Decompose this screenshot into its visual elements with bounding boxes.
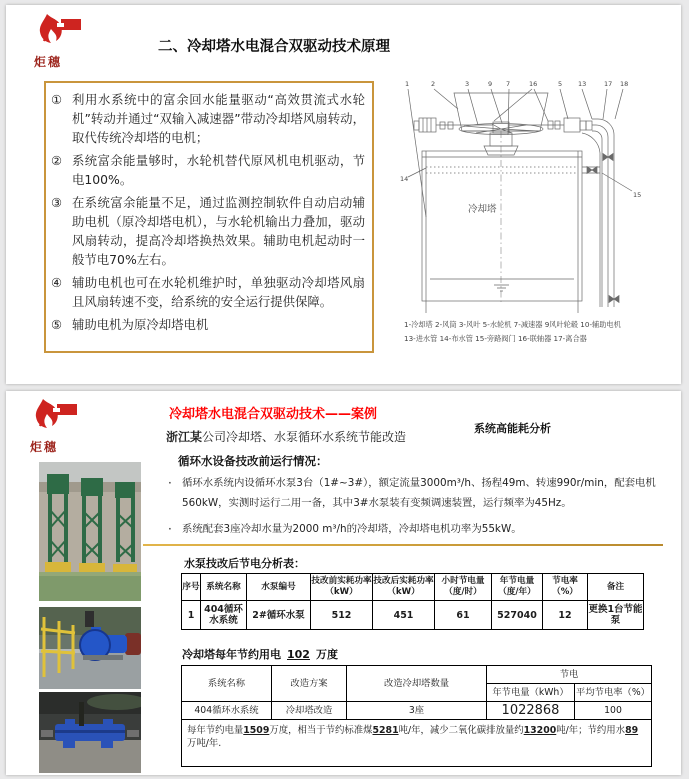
photo-coupling-unit — [39, 692, 141, 773]
cell: 404循环水系统 — [201, 601, 247, 630]
part-number: 3 — [465, 80, 470, 88]
cell: 527040 — [492, 601, 543, 630]
slide-1 — [6, 5, 681, 384]
header-cell: 系统名称 — [201, 574, 247, 601]
logo-text: 炬穗 — [30, 440, 59, 454]
part-number: 13 — [578, 80, 587, 88]
bullet-text: 循环水系统内设循环水泵3台（1#~3#），额定流量3000m³/h、扬程49m、转速990r/min，配套电机560kW，实测时运行二用一备，其中3#水泵装有变频调速装置，运行频率为45Hz。 — [182, 477, 656, 509]
cell: 61 — [435, 601, 492, 630]
header-cell: 年节电量（度/年） — [492, 574, 543, 601]
part-number: 1 — [405, 80, 410, 88]
flame-logo-icon — [34, 13, 86, 49]
slide1-title: 二、冷却塔水电混合双驱动技术原理 — [158, 39, 390, 55]
header-cell: 平均节电率（%） — [575, 684, 652, 702]
flame-logo-icon — [30, 398, 82, 434]
bullet-text: 系统配套3座冷却水量为2000 m³/h的冷却塔，冷却塔电机功率为55kW。 — [182, 523, 522, 535]
photo-water-turbine-pump — [39, 607, 141, 689]
note-value: 102 — [287, 648, 310, 661]
note-suffix: 万度 — [315, 648, 338, 661]
item-text: 辅助电机也可在水轮机维护时，单独驱动冷却塔风扇且风扇转速不变，给系统的安全运行提供保障。 — [72, 275, 365, 309]
cooling-tower-diagram — [396, 69, 668, 351]
header-cell: 序号 — [182, 574, 201, 601]
item-text: 辅助电机为原冷却塔电机 — [72, 317, 209, 332]
table-row — [182, 601, 644, 630]
part-number: 18 — [620, 80, 629, 88]
cell: 451 — [373, 601, 435, 630]
company-logo — [30, 398, 94, 455]
header-cell: 改造方案 — [272, 666, 347, 702]
pump-savings-table — [181, 573, 644, 630]
header-cell: 水泵编号 — [247, 574, 311, 601]
table-header-row — [182, 666, 652, 684]
cell: 冷却塔改造 — [272, 702, 347, 720]
bullet-item — [168, 519, 666, 539]
cell: 1022868 — [487, 702, 575, 720]
header-cell: 年节电量（kWh） — [487, 684, 575, 702]
item-marker: ⑤ — [51, 317, 63, 332]
company-name: 浙江某 — [166, 430, 203, 444]
list-item — [51, 315, 365, 334]
item-marker: ① — [51, 92, 63, 107]
list-item — [51, 90, 365, 147]
header-cell: 技改前实耗功率（kW） — [311, 574, 373, 601]
header-cell: 节电率（%） — [543, 574, 588, 601]
bullet-marker: · — [168, 476, 172, 490]
footer-text: 万吨/年. — [187, 738, 222, 749]
part-number: 16 — [529, 80, 538, 88]
list-item — [51, 273, 365, 311]
table1-caption: 水泵技改后节电分析表： — [184, 557, 305, 570]
footer-value: 13200 — [523, 725, 557, 736]
company-logo — [34, 13, 98, 70]
part-number: 2 — [431, 80, 436, 88]
footer-value: 1509 — [243, 725, 270, 736]
header-cell: 节电 — [487, 666, 652, 684]
principle-list-box — [44, 81, 374, 353]
table-row — [182, 702, 652, 720]
footer-text: 吨/年，减少二氧化碳排放量约 — [398, 725, 524, 736]
project-subtitle — [166, 428, 406, 445]
bullet-marker: · — [168, 522, 172, 536]
note-prefix: 冷却塔每年节约用电 — [182, 648, 281, 661]
part-number: 7 — [506, 80, 511, 88]
tower-retrofit-table — [181, 665, 652, 767]
cell: 404循环水系统 — [182, 702, 272, 720]
cell: 100 — [575, 702, 652, 720]
header-cell: 小时节电量（度/时） — [435, 574, 492, 601]
section-heading: 循环水设备技改前运行情况： — [178, 454, 328, 468]
footer-text: 万度，相当于节约标准煤 — [269, 725, 373, 736]
header-cell: 改造冷却塔数量 — [347, 666, 487, 702]
cell: 2#循环水泵 — [247, 601, 311, 630]
header-cell: 备注 — [588, 574, 644, 601]
header-cell: 技改后实耗功率（kW） — [373, 574, 435, 601]
table-header-row — [182, 574, 644, 601]
list-item — [51, 193, 365, 269]
pre-retrofit-bullets — [168, 473, 666, 545]
diagram-legend-line1: 1-冷却塔 2-风筒 3-风叶 5-水轮机 7-减速器 9风叶轮毂 10-辅助电机 — [404, 320, 621, 329]
footer-text: 每年节约电量 — [187, 725, 244, 736]
annual-saving-note — [182, 646, 338, 662]
cell: 1 — [182, 601, 201, 630]
item-text: 系统富余能量够时，水轮机替代原风机电机驱动，节电100%。 — [72, 153, 365, 187]
footer-value: 5281 — [372, 725, 399, 736]
part-number: 14 — [400, 175, 409, 183]
divider-line — [143, 544, 663, 546]
cell: 3座 — [347, 702, 487, 720]
summary-cell — [182, 720, 652, 767]
analysis-heading: 系统高能耗分析 — [474, 422, 551, 435]
item-marker: ③ — [51, 195, 63, 210]
photo-cooling-tower-site — [39, 462, 141, 601]
part-number: 15 — [633, 191, 642, 199]
cell: 更换1台节能泵 — [588, 601, 644, 630]
diagram-legend-line2: 13-进水管 14-布水管 15-旁路阀门 16-联轴器 17-离合器 — [404, 334, 587, 343]
cell: 12 — [543, 601, 588, 630]
logo-text: 炬穗 — [34, 55, 63, 69]
header-cell: 系统名称 — [182, 666, 272, 702]
part-number: 17 — [604, 80, 613, 88]
slide2-title: 冷却塔水电混合双驱动技术——案例 — [169, 407, 378, 422]
table-footer-row — [182, 720, 652, 767]
part-number: 9 — [488, 80, 493, 88]
item-marker: ④ — [51, 275, 63, 290]
part-number: 5 — [558, 80, 563, 88]
footer-text: 吨/年；节约用水 — [556, 725, 626, 736]
cell: 512 — [311, 601, 373, 630]
item-marker: ② — [51, 153, 63, 168]
footer-value: 89 — [625, 725, 639, 736]
tower-label: 冷却塔 — [468, 204, 497, 215]
item-text: 利用水系统中的富余回水能量驱动“高效贯流式水轮机”转动并通过“双输入减速器”带动冷却塔风扇转动，取代传统冷却塔的电机； — [72, 92, 365, 145]
bullet-item — [168, 473, 666, 513]
project-name: 公司冷却塔、水泵循环水系统节能改造 — [202, 430, 407, 444]
list-item — [51, 151, 365, 189]
slide-2 — [6, 391, 681, 775]
item-text: 在系统富余能量不足，通过监测控制软件自动启动辅助电机（原冷却塔电机），与水轮机输出力叠加，驱动风扇转动，提高冷却塔换热效果。辅助电机起动时一般节电70%左右。 — [72, 195, 365, 267]
